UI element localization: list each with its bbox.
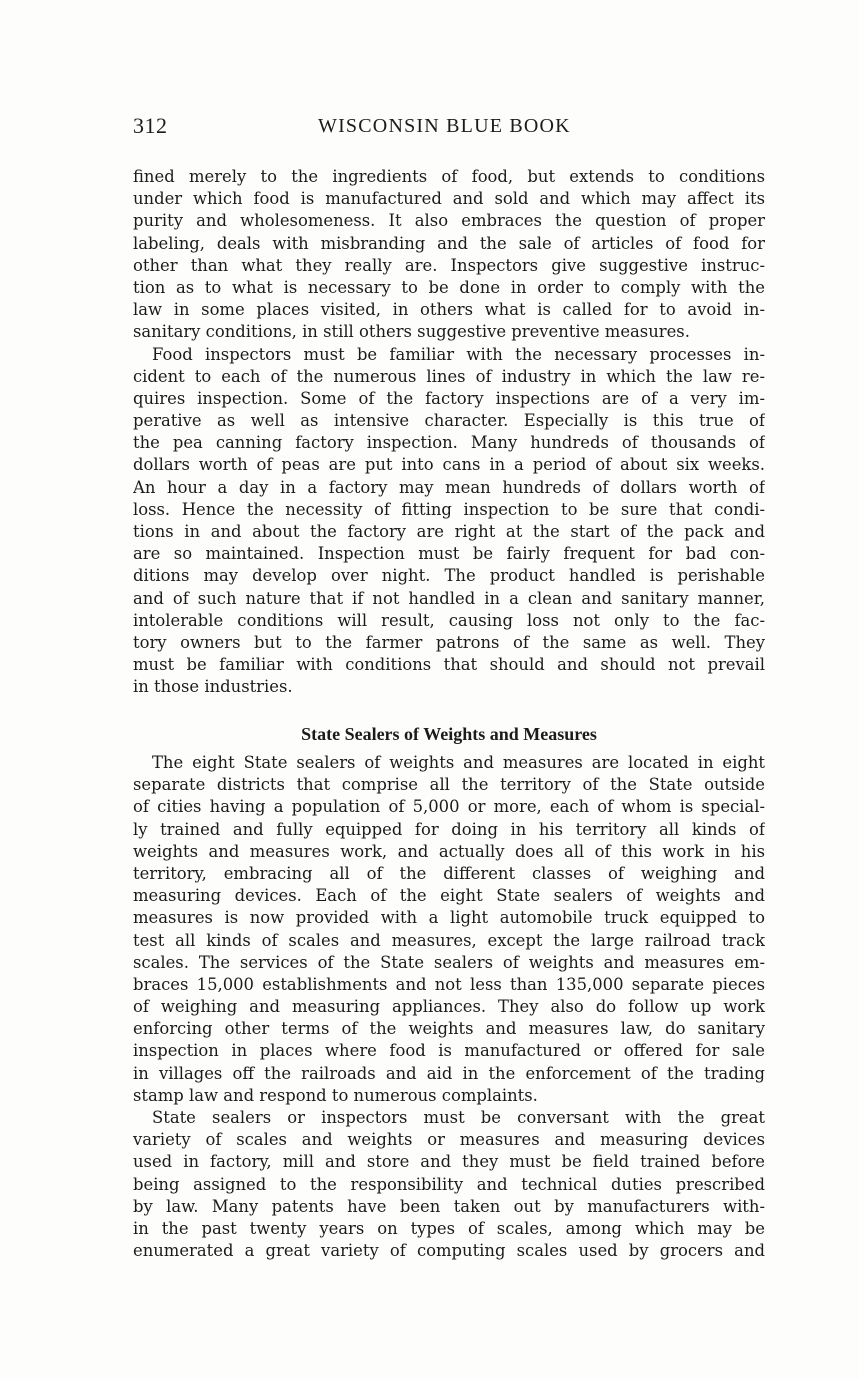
text-line: are so maintained. Inspection must be fairly frequent for bad con-	[133, 544, 765, 564]
text-line: must be familiar with conditions that should and should not prevail	[133, 655, 765, 675]
book-title: WISCONSIN BLUE BOOK	[318, 115, 571, 137]
text-line: dollars worth of peas are put into cans in a period of about six weeks.	[133, 455, 765, 475]
text-line: other than what they really are. Inspectors give suggestive instruc-	[133, 255, 765, 275]
text-line: test all kinds of scales and measures, except the large railroad track	[133, 930, 765, 950]
text-line: The eight State sealers of weights and measures are located in eight	[152, 753, 765, 772]
text-line: used in factory, mill and store and they must be field trained before	[133, 1152, 765, 1172]
text-line: in the past twenty years on types of scales, among which may be	[133, 1218, 765, 1238]
text-line: by law. Many patents have been taken out by manufacturers with-	[133, 1196, 765, 1216]
text-line: ditions may develop over night. The product handled is perishable	[133, 566, 765, 586]
text-line: stamp law and respond to numerous complaints.	[133, 1085, 538, 1105]
text-line: variety of scales and weights or measures and measuring devices	[133, 1130, 765, 1150]
text-line: State sealers or inspectors must be conversant with the great	[152, 1108, 765, 1127]
text-line: An hour a day in a factory may mean hundreds of dollars worth of	[133, 477, 765, 497]
text-line: weights and measures work, and actually does all of this work in his	[133, 841, 765, 861]
text-line: of weighing and measuring appliances. They also do follow up work	[133, 997, 765, 1017]
weights-measures-text	[133, 752, 765, 1262]
text-line: and of such nature that if not handled in a clean and sanitary manner,	[133, 588, 765, 608]
text-line: intolerable conditions will result, causing loss not only to the fac-	[133, 610, 765, 630]
text-line: territory, embracing all of the different classes of weighing and	[133, 863, 765, 883]
text-line: in those industries.	[133, 677, 293, 697]
text-line: tions in and about the factory are right at the start of the pack and	[133, 522, 765, 541]
text-line: enforcing other terms of the weights and measures law, do sanitary	[133, 1019, 765, 1039]
text-line: purity and wholesomeness. It also embraces the question of proper	[133, 211, 765, 231]
text-line: scales. The services of the State sealers of weights and measures em-	[133, 952, 765, 972]
text-line: measures is now provided with a light automobile truck equipped to	[133, 908, 765, 928]
text-line: Food inspectors must be familiar with the necessary processes in-	[152, 344, 765, 364]
text-line: loss. Hence the necessity of fitting inspection to be sure that condi-	[133, 499, 765, 519]
text-line: enumerated a great variety of computing scales used by grocers and	[133, 1241, 765, 1261]
text-line: separate districts that comprise all the territory of the State outside	[133, 775, 765, 795]
running-header	[133, 113, 765, 141]
text-line: measuring devices. Each of the eight State sealers of weights and	[133, 886, 765, 906]
text-line: sanitary conditions, in still others suggestive preventive measures.	[133, 322, 690, 342]
text-line: ly trained and fully equipped for doing in his territory all kinds of	[133, 819, 765, 839]
text-line: cident to each of the numerous lines of industry in which the law re-	[133, 366, 765, 386]
text-line: fined merely to the ingredients of food, but extends to conditions	[133, 167, 765, 186]
text-line: tory owners but to the farmer patrons of the same as well. They	[133, 632, 765, 652]
text-line: labeling, deals with misbranding and the sale of articles of food for	[133, 233, 765, 253]
page-number: 312	[133, 113, 168, 138]
text-line: inspection in places where food is manufactured or offered for sale	[133, 1041, 765, 1061]
food-inspection-text	[133, 166, 765, 699]
text-line: perative as well as intensive character. Especially is this true of	[133, 411, 765, 431]
text-line: quires inspection. Some of the factory inspections are of a very im-	[133, 388, 765, 408]
text-line: being assigned to the responsibility and technical duties prescribed	[133, 1174, 765, 1194]
text-line: the pea canning factory inspection. Many hundreds of thousands of	[133, 433, 765, 453]
text-line: law in some places visited, in others what is called for to avoid in-	[133, 300, 765, 320]
text-line: of cities having a population of 5,000 or more, each of whom is special-	[133, 797, 765, 817]
text-line: in villages off the railroads and aid in the enforcement of the trading	[133, 1063, 765, 1083]
text-line: tion as to what is necessary to be done in order to comply with the	[133, 277, 765, 297]
text-line: under which food is manufactured and sold and which may affect its	[133, 189, 765, 209]
text-line: braces 15,000 establishments and not less than 135,000 separate pieces	[133, 974, 765, 994]
section-heading: State Sealers of Weights and Measures	[301, 724, 597, 744]
